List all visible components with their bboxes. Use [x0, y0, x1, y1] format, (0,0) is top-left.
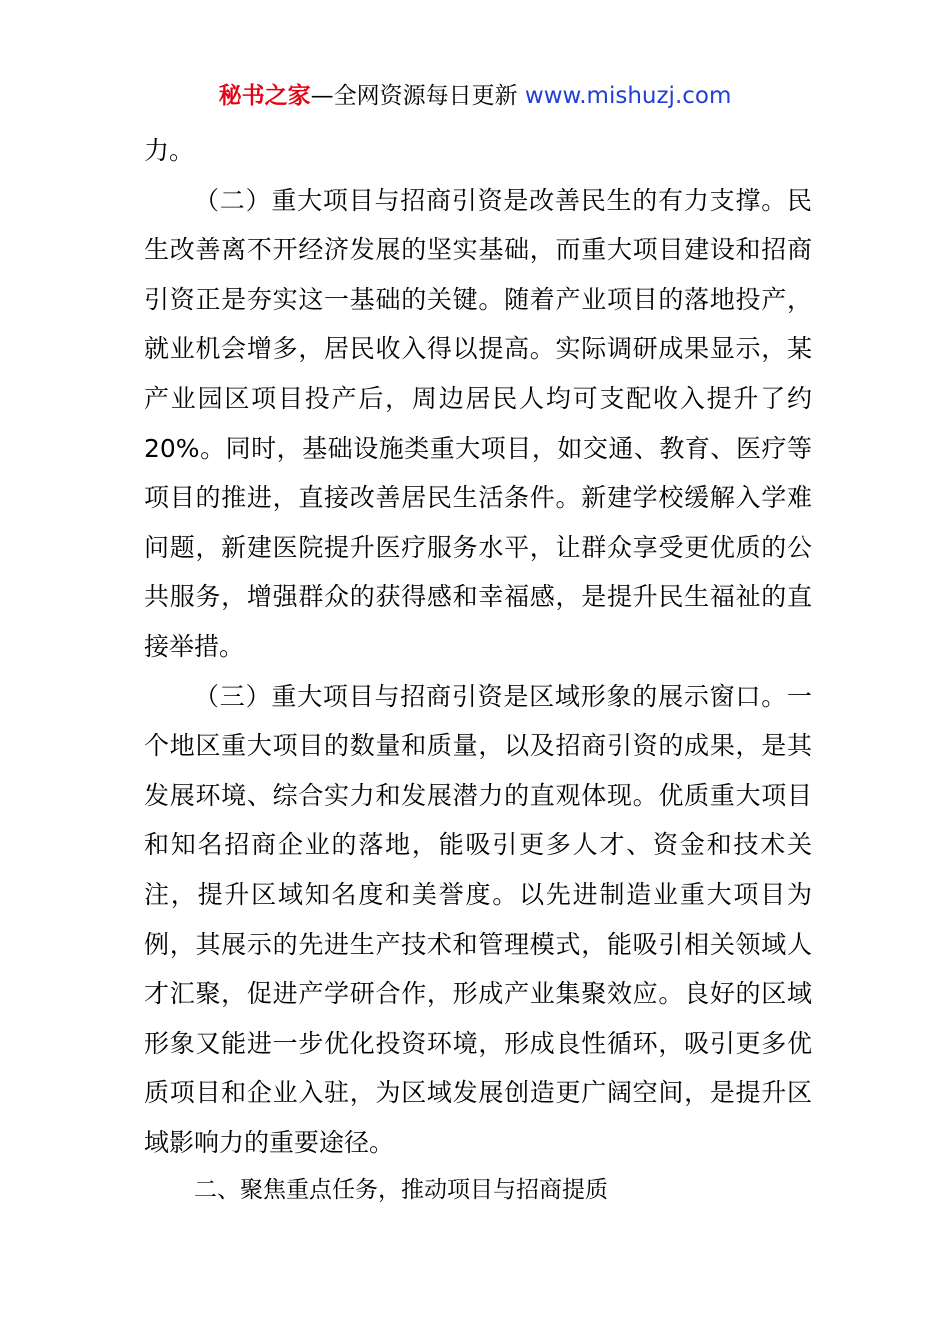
document-body [144, 126, 812, 1167]
paragraph-section-3: （三）重大项目与招商引资是区域形象的展示窗口。一个地区重大项目的数量和质量，以及招商引资的成果，是其发展环境、综合实力和发展潜力的直观体现。优质重大项目和知名招商企业的落地，能吸引更多人才、资金和技术关注，提升区域知名度和美誉度。以先进制造业重大项目为例，其展示的先进生产技术和管理模式，能吸引相关领域人才汇聚，促进产学研合作，形成产业集聚效应。良好的区域形象又能进一步优化投资环境，形成良性循环，吸引更多优质项目和企业入驻，为区域发展创造更广阔空间，是提升区域影响力的重要途径。 [144, 681, 812, 1157]
site-header [0, 80, 950, 112]
paragraph-section-2: （二）重大项目与招商引资是改善民生的有力支撑。民生改善离不开经济发展的坚实基础，而重大项目建设和招商引资正是夯实这一基础的关键。随着产业项目的落地投产，就业机会增多，居民收入得以提高。实际调研成果显示，某产业园区项目投产后，周边居民人均可支配收入提升了约 20%。同时，基础设施类重大项目，如交通、教育、医疗等项目的推进，直接改善居民生活条件。新建学校缓解入学难问题，新建医院提升医疗服务水平，让群众享受更优质的公共服务，增强群众的获得感和幸福感，是提升民生福祉的直接举措。 [144, 185, 812, 661]
paragraph-continuation: 力。 [144, 136, 195, 165]
site-brand: 秘书之家 [218, 83, 311, 109]
site-tagline: —全网资源每日更新 [310, 83, 525, 109]
site-url[interactable]: www.mishuzj.com [524, 83, 732, 109]
section-heading: 二、聚焦重点任务，推动项目与招商提质 [194, 1177, 608, 1203]
